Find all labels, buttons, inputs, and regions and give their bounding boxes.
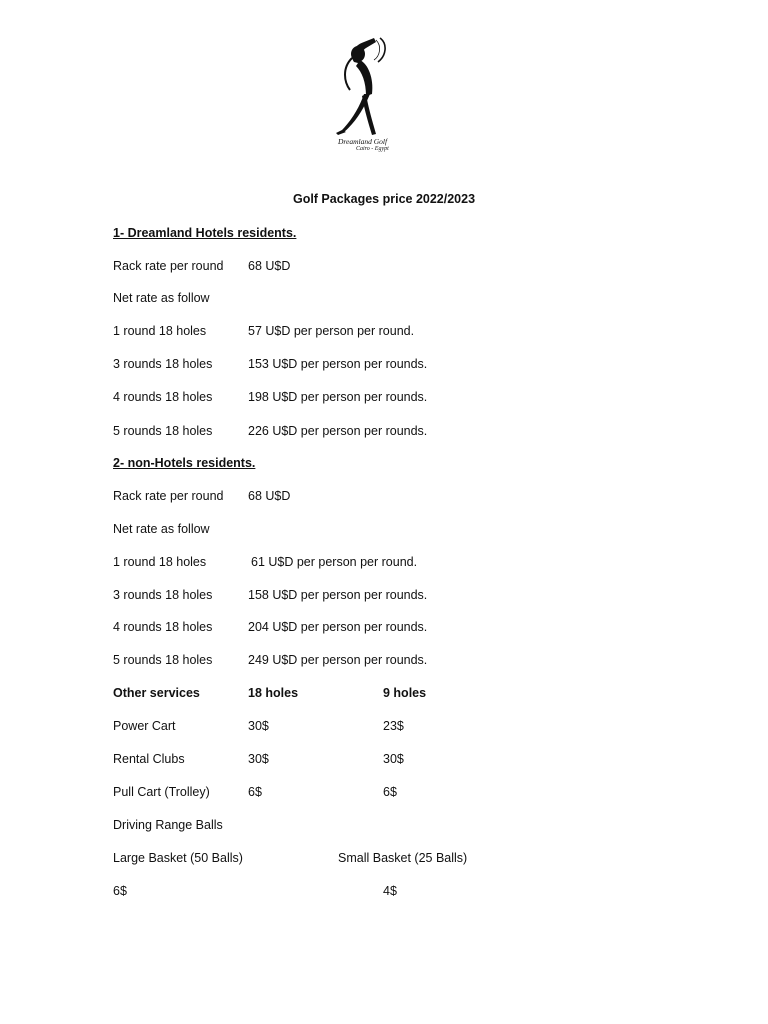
large-basket-price: 6$ — [113, 884, 127, 898]
section1-heading: 1- Dreamland Hotels residents. — [113, 226, 297, 240]
net-rate-label: Net rate as follow — [113, 291, 210, 305]
services-header-9-holes: 9 holes — [383, 686, 427, 700]
golfer-silhouette-icon — [330, 34, 396, 138]
service-price-9: 6$ — [383, 785, 397, 799]
service-name: Power Cart — [113, 719, 176, 733]
service-price-18: 6$ — [248, 785, 262, 799]
package-price: 158 U$D per person per rounds. — [248, 588, 428, 602]
package-price: 61 U$D per person per round. — [251, 555, 418, 569]
package-label: 3 rounds 18 holes — [113, 588, 213, 602]
package-label: 5 rounds 18 holes — [113, 424, 213, 438]
service-name: Pull Cart (Trolley) — [113, 785, 210, 799]
package-label: 3 rounds 18 holes — [113, 357, 213, 371]
page-title: Golf Packages price 2022/2023 — [292, 192, 476, 206]
small-basket-label: Small Basket (25 Balls) — [338, 851, 468, 865]
service-name: Rental Clubs — [113, 752, 185, 766]
services-header-18-holes: 18 holes — [248, 686, 299, 700]
package-label: 1 round 18 holes — [113, 324, 207, 338]
package-price: 57 U$D per person per round. — [248, 324, 415, 338]
package-price: 153 U$D per person per rounds. — [248, 357, 428, 371]
small-basket-price: 4$ — [383, 884, 397, 898]
golf-logo — [330, 34, 396, 156]
logo-location-text: Cairo - Egypt — [356, 146, 389, 152]
rack-rate-value: 68 U$D — [248, 489, 291, 503]
service-price-9: 23$ — [383, 719, 404, 733]
package-price: 226 U$D per person per rounds. — [248, 424, 428, 438]
section2-heading: 2- non-Hotels residents. — [113, 456, 256, 470]
package-price: 198 U$D per person per rounds. — [248, 390, 428, 404]
package-price: 204 U$D per person per rounds. — [248, 620, 428, 634]
rack-rate-label: Rack rate per round — [113, 259, 224, 273]
package-label: 1 round 18 holes — [113, 555, 207, 569]
package-label: 4 rounds 18 holes — [113, 620, 213, 634]
services-header-service: Other services — [113, 686, 200, 700]
large-basket-label: Large Basket (50 Balls) — [113, 851, 243, 865]
range-heading: Driving Range Balls — [113, 818, 223, 832]
service-price-18: 30$ — [248, 719, 269, 733]
logo-brand-text: Dreamland Golf — [338, 137, 388, 146]
service-price-9: 30$ — [383, 752, 404, 766]
package-label: 4 rounds 18 holes — [113, 390, 213, 404]
rack-rate-label: Rack rate per round — [113, 489, 224, 503]
service-price-18: 30$ — [248, 752, 269, 766]
package-label: 5 rounds 18 holes — [113, 653, 213, 667]
package-price: 249 U$D per person per rounds. — [248, 653, 428, 667]
net-rate-label: Net rate as follow — [113, 522, 210, 536]
rack-rate-value: 68 U$D — [248, 259, 291, 273]
